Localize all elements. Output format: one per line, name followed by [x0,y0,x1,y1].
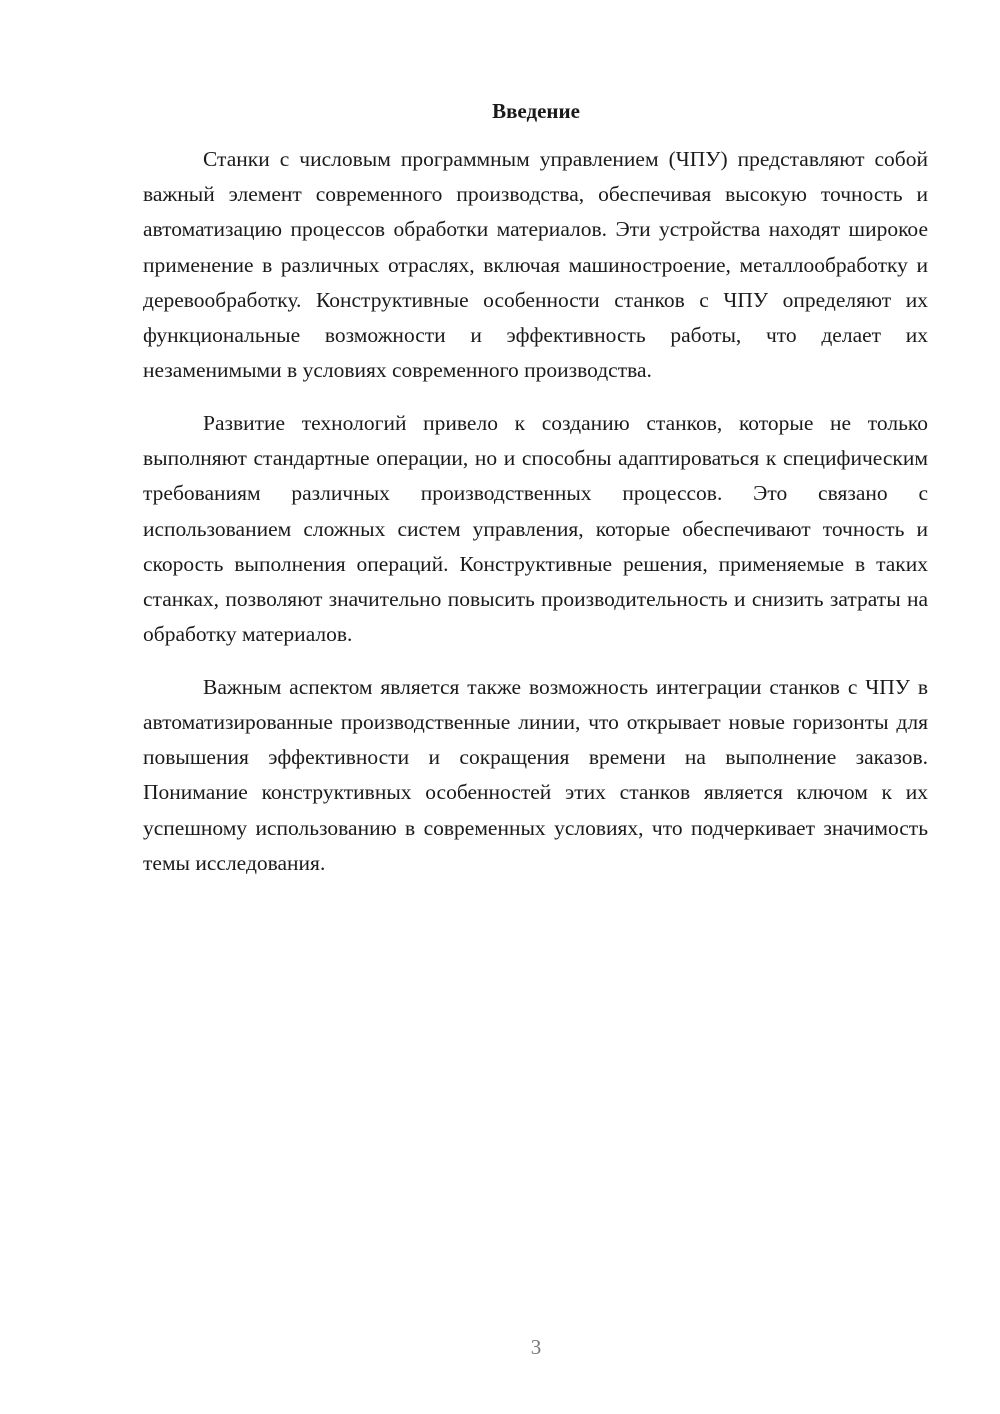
page-number: 3 [530,1335,542,1359]
section-title: Введение [492,99,580,123]
body-text [143,142,928,881]
paragraph-1: Станки с числовым программным управлением (ЧПУ) представляют собой важный элемент современного производства, обеспечивая высокую точность и автоматизацию процессов обработки материалов. Эти устройства находят широкое применение в различных отраслях, включая машиностроение, металлообработку и деревообработку. Конструктивные особенности станков с ЧПУ определяют их функциональные возможности и эффективность работы, что делает их незаменимыми в условиях современного производства. [143,147,928,383]
paragraph-3: Важным аспектом является также возможность интеграции станков с ЧПУ в автоматизированные производственные линии, что открывает новые горизонты для повышения эффективности и сокращения времени на выполнение заказов. Понимание конструктивных особенностей этих станков является ключом к их успешному использованию в современных условиях, что подчеркивает значимость темы исследования. [143,674,928,875]
paragraph-2: Развитие технологий привело к созданию станков, которые не только выполняют стандартные операции, но и способны адаптироваться к специфическим требованиям различных производственных процессов. Это связано с использованием сложных систем управления, которые обеспечивают точность и скорость выполнения операций. Конструктивные решения, применяемые в таких станках, позволяют значительно повысить производительность и снизить затраты на обработку материалов. [143,410,928,647]
